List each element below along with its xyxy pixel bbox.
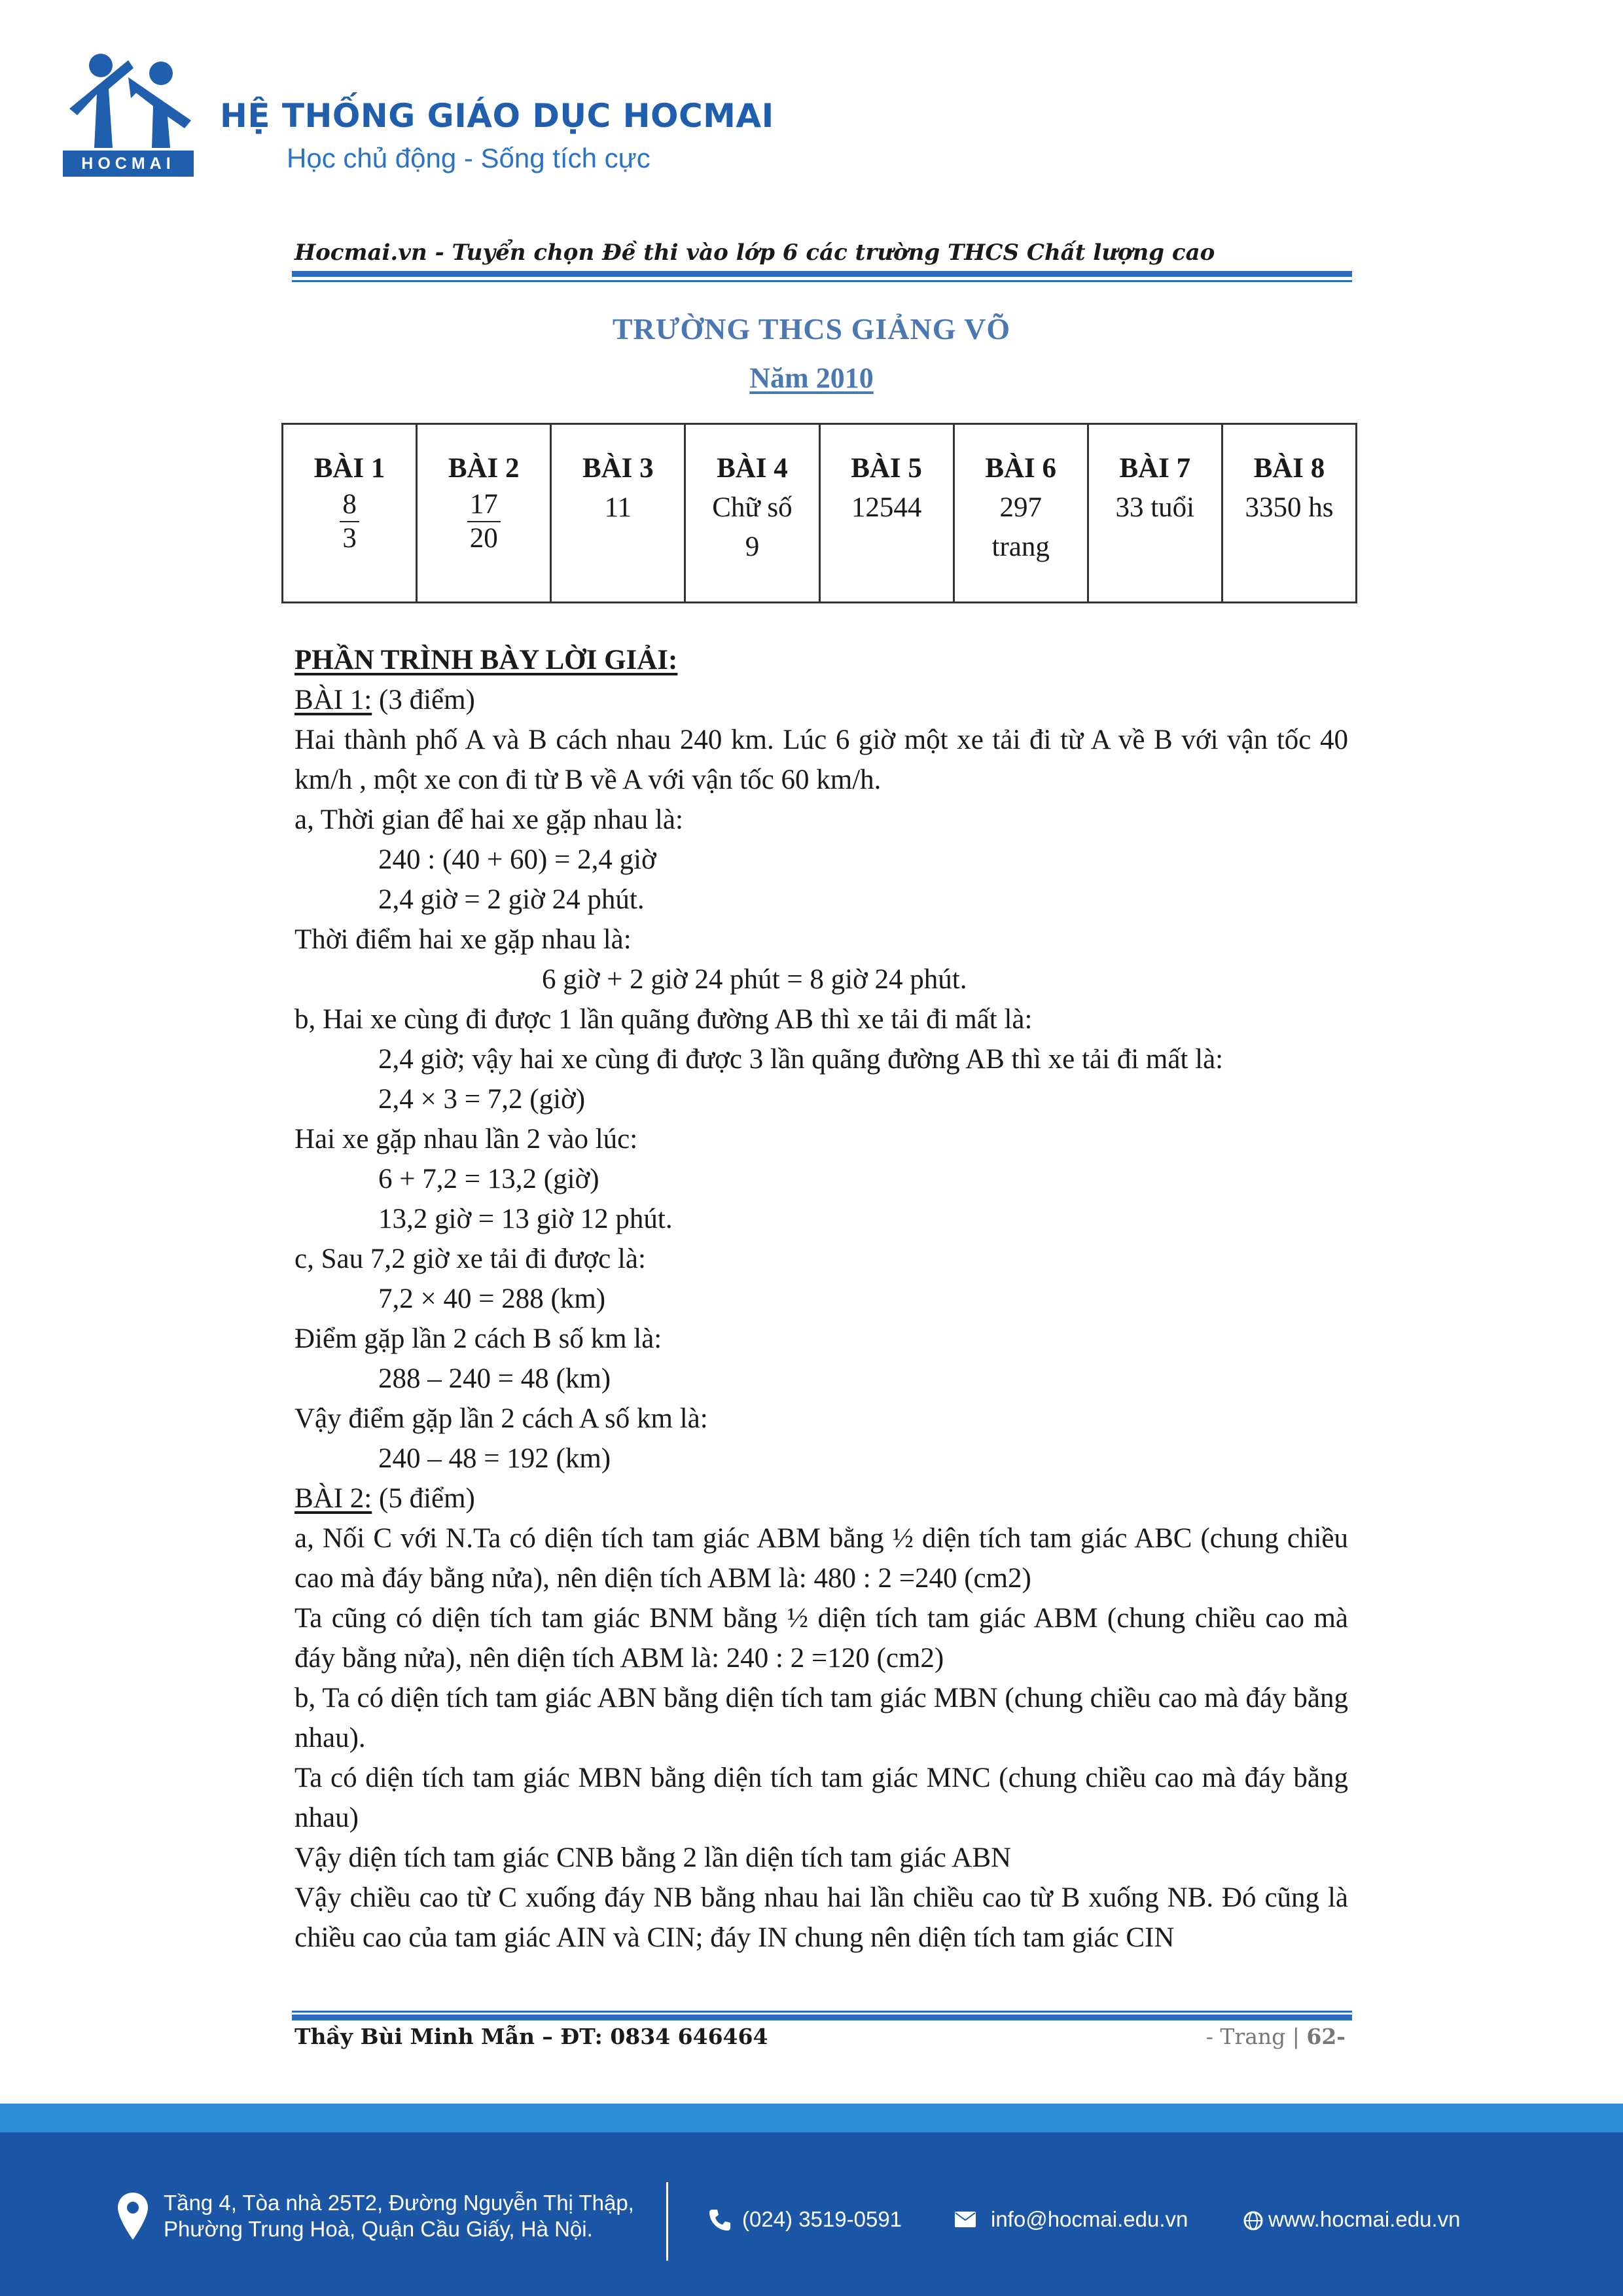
page-prefix: - Trang |: [1205, 2024, 1307, 2049]
header-cell: BÀI 3: [551, 424, 685, 488]
paragraph: Vậy chiều cao từ C xuống đáy NB bằng nhau hai lần chiều cao từ B xuống NB. Đó cũng là chiều cao của tam giác AIN và CIN; đáy IN chung nên diện tích tam giác CIN: [294, 1882, 1348, 1953]
answer-line: trang: [991, 531, 1050, 562]
equation: 6 giờ + 2 giờ 24 phút = 8 giờ 24 phút.: [542, 964, 967, 995]
equation: 288 – 240 = 48 (km): [378, 1363, 611, 1394]
header-cell: BÀI 7: [1088, 424, 1222, 488]
paragraph: a, Nối C với N.Ta có diện tích tam giác ABM bằng ½ diện tích tam giác ABC (chung chiều cao mà đáy bằng nửa), nên diện tích ABM là: 480 : 2 =240 (cm2): [294, 1523, 1348, 1594]
footer-rule: [292, 2015, 1352, 2020]
address: [164, 2190, 634, 2242]
fraction-denominator: 3: [342, 522, 357, 554]
bai1-points: (3 điểm): [372, 685, 475, 715]
address-line: Phường Trung Hoà, Quận Cầu Giấy, Hà Nội.: [164, 2217, 593, 2241]
contact-separator: [666, 2182, 668, 2261]
page-number-value: 62-: [1306, 2024, 1346, 2049]
logo-wordmark: HOCMAI: [63, 151, 194, 177]
email-icon: [954, 2211, 976, 2228]
paragraph: Vậy điểm gặp lần 2 cách A số km là:: [294, 1403, 708, 1434]
phone-icon: [707, 2207, 733, 2233]
year-title: [0, 361, 1623, 395]
page-number: [1206, 2024, 1346, 2049]
equation: 13,2 giờ = 13 giờ 12 phút.: [378, 1204, 673, 1234]
brand-title: HỆ THỐNG GIÁO DỤC HOCMAI: [220, 97, 774, 135]
paragraph: c, Sau 7,2 giờ xe tải đi được là:: [294, 1244, 646, 1274]
teacher-contact: Thầy Bùi Minh Mẫn – ĐT: 0834 646464: [294, 2024, 768, 2049]
header-cell: BÀI 2: [417, 424, 551, 488]
header-rule-thin: [292, 280, 1352, 282]
answer-bai8: 3350 hs: [1222, 488, 1356, 603]
header-cell: BÀI 6: [954, 424, 1088, 488]
answers-table: [281, 423, 1357, 603]
solution-heading: PHẦN TRÌNH BÀY LỜI GIẢI:: [294, 645, 678, 675]
paragraph: Ta có diện tích tam giác MBN bằng diện tích tam giác MNC (chung chiều cao mà đáy bằng nhau): [294, 1763, 1348, 1833]
brand-header: [63, 51, 848, 182]
paragraph: Vậy diện tích tam giác CNB bằng 2 lần diện tích tam giác ABN: [294, 1842, 1012, 1873]
paragraph: 2,4 giờ; vậy hai xe cùng đi được 3 lần quãng đường AB thì xe tải đi mất là:: [378, 1044, 1224, 1075]
equation: 6 + 7,2 = 13,2 (giờ): [378, 1164, 599, 1194]
header-rule: [292, 271, 1352, 277]
footer-rule-thin: [292, 2011, 1352, 2013]
paragraph: a, Thời gian để hai xe gặp nhau là:: [294, 804, 683, 835]
fraction-numerator: 8: [340, 488, 359, 522]
answer-bai4: [685, 488, 819, 603]
footer-band-light: [0, 2104, 1623, 2132]
fraction: [467, 488, 501, 555]
equation: 7,2 × 40 = 288 (km): [378, 1283, 606, 1314]
solution-body: [294, 640, 1348, 1958]
bai2-label: BÀI 2:: [294, 1483, 372, 1514]
bai1-label: BÀI 1:: [294, 685, 372, 715]
paragraph: Hai xe gặp nhau lần 2 vào lúc:: [294, 1124, 638, 1155]
website-link[interactable]: www.hocmai.edu.vn: [1268, 2207, 1461, 2231]
answer-bai1: [283, 488, 417, 603]
answer-line: 9: [745, 531, 760, 562]
paragraph: Ta cũng có diện tích tam giác BNM bằng ½ diện tích tam giác ABM (chung chiều cao mà đáy bằng nửa), nên diện tích ABM là: 240 : 2 =120 (cm2): [294, 1603, 1348, 1674]
answer-bai2: [417, 488, 551, 603]
header-cell: BÀI 8: [1222, 424, 1356, 488]
answers-value-row: [283, 488, 1357, 603]
phone-number[interactable]: (024) 3519-0591: [742, 2207, 902, 2231]
globe-icon: [1243, 2211, 1263, 2231]
fraction-numerator: 17: [467, 488, 501, 522]
email-link[interactable]: info@hocmai.edu.vn: [991, 2207, 1188, 2231]
bai2-points: (5 điểm): [372, 1483, 475, 1514]
answer-line: 297: [999, 492, 1042, 523]
header-cell: BÀI 1: [283, 424, 417, 488]
equation: 240 – 48 = 192 (km): [378, 1443, 611, 1474]
paragraph: Điểm gặp lần 2 cách B số km là:: [294, 1323, 662, 1354]
paragraph: Hai thành phố A và B cách nhau 240 km. Lúc 6 giờ một xe tải đi từ A về B với vận tốc 40 km/h , một xe con đi từ B về A với vận tốc 60 km/h.: [294, 725, 1348, 795]
answer-bai5: 12544: [819, 488, 954, 603]
fraction-denominator: 20: [469, 522, 498, 554]
brand-tagline: Học chủ động - Sống tích cực: [287, 143, 651, 173]
address-line: Tầng 4, Tòa nhà 25T2, Đường Nguyễn Thị Thập,: [164, 2191, 634, 2215]
equation: 240 : (40 + 60) = 2,4 giờ: [378, 844, 656, 875]
header-cell: BÀI 4: [685, 424, 819, 488]
location-pin-icon: [116, 2191, 149, 2241]
year-text: Năm 2010: [749, 362, 874, 394]
equation: 2,4 giờ = 2 giờ 24 phút.: [378, 884, 645, 915]
answer-line: Chữ số: [712, 492, 793, 523]
paragraph: Thời điểm hai xe gặp nhau là:: [294, 924, 632, 955]
fraction: [340, 488, 359, 555]
running-header: Hocmai.vn - Tuyển chọn Đề thi vào lớp 6 các trường THCS Chất lượng cao: [294, 240, 1215, 266]
header-cell: BÀI 5: [819, 424, 954, 488]
answer-bai3: 11: [551, 488, 685, 603]
paragraph: b, Hai xe cùng đi được 1 lần quãng đường AB thì xe tải đi mất là:: [294, 1004, 1033, 1035]
answer-bai7: 33 tuổi: [1088, 488, 1222, 603]
answers-header-row: [283, 424, 1357, 488]
equation: 2,4 × 3 = 7,2 (giờ): [378, 1084, 586, 1115]
school-title: TRƯỜNG THCS GIẢNG VÕ: [612, 312, 1011, 346]
answer-bai6: [954, 488, 1088, 603]
paragraph: b, Ta có diện tích tam giác ABN bằng diện tích tam giác MBN (chung chiều cao mà đáy bằng nhau).: [294, 1683, 1348, 1753]
